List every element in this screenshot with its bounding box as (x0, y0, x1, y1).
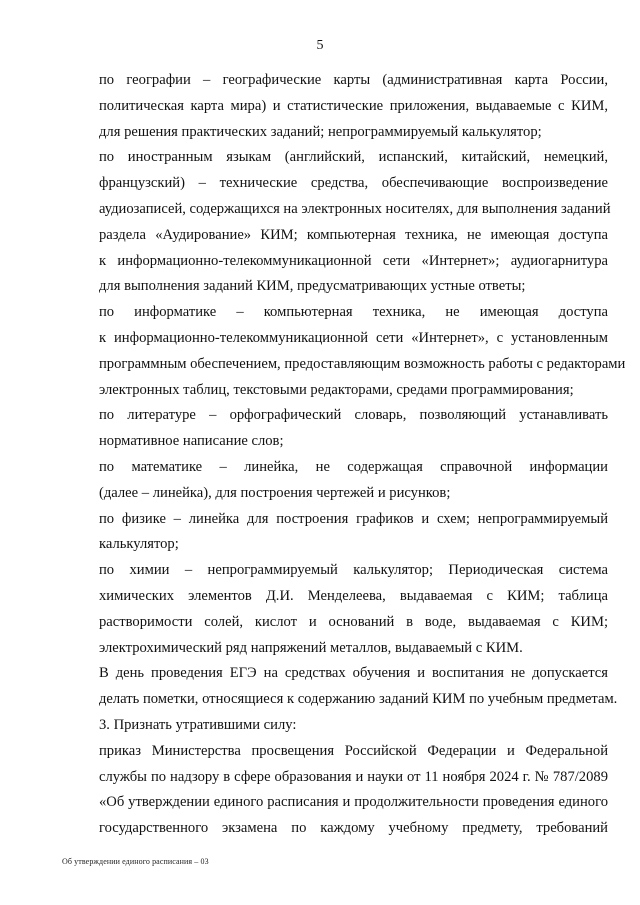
text-line: (далее – линейка), для построения чертежей и рисунков; (99, 484, 451, 501)
text-line: по физике – линейка для построения графиков и схем; непрограммируемый (99, 510, 608, 527)
text-line: по иностранным языкам (английский, испанский, китайский, немецкий, (99, 149, 608, 166)
text-line: государственного экзамена по каждому учебному предмету, требований (99, 820, 608, 837)
page-number: 5 (316, 38, 324, 53)
paragraph-mathematics (62, 455, 608, 507)
text-line: В день проведения ЕГЭ на средствах обучения и воспитания не допускается (99, 665, 608, 682)
paragraph-geography (62, 68, 608, 145)
paragraph-foreign-languages (62, 145, 611, 300)
text-line: приказ Министерства просвещения Российской Федерации и Федеральной (99, 742, 608, 759)
paragraph-chemistry (62, 558, 608, 661)
document-body (62, 68, 626, 842)
text-line: аудиозаписей, содержащихся на электронных носителях, для выполнения заданий (99, 200, 611, 217)
text-line: службы по надзору в сфере образования и науки от 11 ноября 2024 г. № 787/2089 (99, 768, 608, 785)
text-line: для решения практических заданий; непрограммируемый калькулятор; (99, 123, 542, 140)
text-line: 3. Признать утратившими силу: (99, 716, 297, 733)
paragraph-section-3 (62, 713, 608, 739)
paragraph-literature (62, 403, 608, 455)
text-line: по литературе – орфографический словарь, позволяющий устанавливать (99, 407, 608, 424)
text-line: к информационно-телекоммуникационной сети «Интернет»; аудиогарнитура (99, 252, 608, 269)
text-line: по химии – непрограммируемый калькулятор; Периодическая система (99, 562, 608, 579)
paragraph-order-reference (62, 739, 608, 842)
text-line: химических элементов Д.И. Менделеева, выдаваемая с КИМ; таблица (99, 587, 608, 604)
paragraph-exam-day-notes (62, 661, 618, 713)
footer-caption: Об утверждении единого расписания – 03 (62, 857, 209, 866)
paragraph-physics (62, 507, 608, 559)
text-line: французский) – технические средства, обеспечивающие воспроизведение (99, 175, 608, 192)
text-line: нормативное написание слов; (99, 433, 284, 450)
text-line: делать пометки, относящиеся к содержанию заданий КИМ по учебным предметам. (99, 691, 618, 708)
text-line: по географии – географические карты (административная карта России, (99, 72, 608, 88)
text-line: к информационно-телекоммуникационной сети «Интернет», с установленным (99, 329, 608, 346)
text-line: программным обеспечением, предоставляющим возможность работы с редакторами (99, 355, 626, 372)
paragraph-informatics (62, 300, 626, 403)
text-line: «Об утверждении единого расписания и продолжительности проведения единого (99, 794, 608, 811)
text-line: по математике – линейка, не содержащая справочной информации (99, 458, 608, 475)
text-line: для выполнения заданий КИМ, предусматривающих устные ответы; (99, 278, 526, 295)
text-line: калькулятор; (99, 536, 179, 553)
text-line: политическая карта мира) и статистические приложения, выдаваемые с КИМ, (99, 97, 608, 114)
text-line: растворимости солей, кислот и оснований в воде, выдаваемая с КИМ; (99, 613, 608, 630)
text-line: по информатике – компьютерная техника, не имеющая доступа (99, 304, 608, 321)
text-line: электрохимический ряд напряжений металлов, выдаваемый с КИМ. (99, 639, 523, 656)
text-line: раздела «Аудирование» КИМ; компьютерная техника, не имеющая доступа (99, 226, 608, 243)
text-line: электронных таблиц, текстовыми редакторами, средами программирования; (99, 381, 574, 398)
